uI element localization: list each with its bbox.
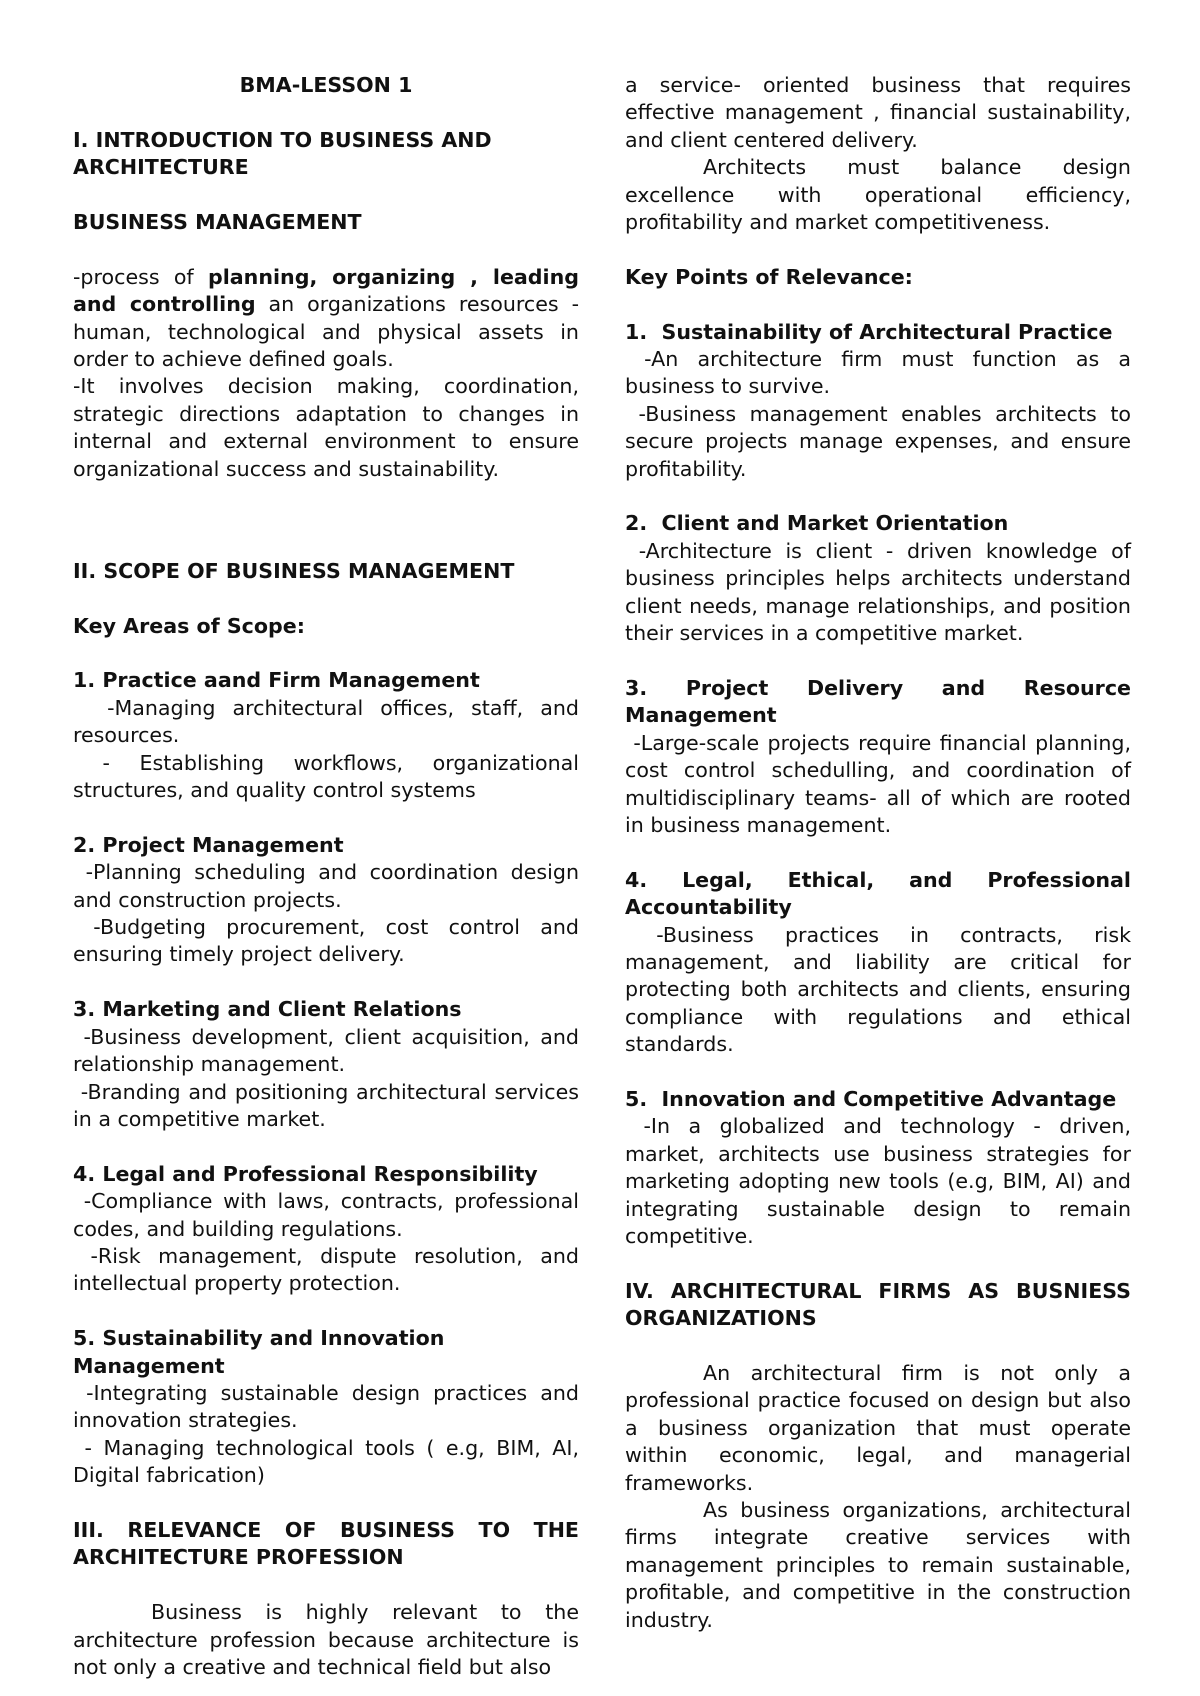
left-column (73, 72, 586, 1681)
document-title: BMA-LESSON 1 (239, 73, 413, 97)
relevance-point-title: 4. Legal, Ethical, and Professional Accountability (625, 867, 1131, 920)
business-management-definition (73, 264, 579, 374)
key-points-heading: Key Points of Relevance: (625, 264, 913, 289)
key-areas-heading: Key Areas of Scope: (73, 613, 305, 638)
relevance-point-line: -Architecture is client - driven knowledge of business principles helps architects understand client needs, manage relationships, and position their services in a competitive market. (625, 538, 1138, 646)
scope-item-line: -Integrating sustainable design practices and innovation strategies. (73, 1380, 586, 1433)
relevance-point-title: 3. Project Delivery and Resource Management (625, 675, 1131, 728)
relevance-point-line: -Large-scale projects require financial planning, cost control schedulling, and coordination of multidisciplinary teams- all of which are rooted in business management. (625, 730, 1138, 837)
relevance-point-line: -Business practices in contracts, risk management, and liability are critical for protecting both architects and clients, ensuring compliance with regulations and ethical standards. (625, 922, 1138, 1057)
firms-paragraph-1: An architectural firm is not only a professional practice focused on design but also a business organization that must operate within economic, legal, and managerial frameworks. (625, 1360, 1131, 1495)
scope-item-line: -Branding and positioning architectural services in a competitive market. (73, 1079, 586, 1131)
relevance-point (625, 319, 1138, 483)
definition-rest: an organizations resources - human, technological and physical assets in order to achieve defined goals. (73, 292, 579, 372)
relevance-paragraph-1: Business is highly relevant to the architecture profession because architecture is not only a creative and technical field but also (73, 1600, 579, 1679)
scope-item-title: 3. Marketing and Client Relations (73, 997, 462, 1022)
relevance-point-title: 2. Client and Market Orientation (625, 511, 1009, 536)
relevance-point (625, 867, 1138, 1059)
scope-item-title: 1. Practice aand Firm Management (73, 668, 480, 693)
section-2-heading: II. SCOPE OF BUSINESS MANAGEMENT (73, 558, 515, 583)
firms-paragraph-2: As business organizations, architectural firms integrate creative services with management principles to remain sustainable, profitable, and competitive in the construction industry. (625, 1498, 1131, 1632)
scope-item-title: 5. Sustainability and Innovation Management (73, 1326, 445, 1378)
scope-item (73, 832, 586, 969)
definition-lead: -process of (73, 264, 208, 289)
relevance-point-line: -Business management enables architects to secure projects manage expenses, and ensure profitability. (625, 401, 1138, 481)
scope-item-line: -Compliance with laws, contracts, professional codes, and building regulations. (73, 1189, 586, 1241)
right-column (625, 72, 1138, 1634)
relevance-paragraph-1-continued: a service- oriented business that requires effective management , financial sustainability, and client centered delivery. (625, 73, 1131, 152)
scope-item (73, 996, 586, 1133)
scope-item-title: 4. Legal and Professional Responsibility (73, 1161, 538, 1186)
scope-item-line: -Planning scheduling and coordination design and construction projects. (73, 860, 586, 912)
scope-item-line: -Business development, client acquisition, and relationship management. (73, 1024, 586, 1077)
relevance-point-title: 1. Sustainability of Architectural Practice (625, 319, 1113, 344)
scope-item-line: - Managing technological tools ( e.g, BIM, AI, Digital fabrication) (73, 1435, 586, 1488)
scope-item-line: -Managing architectural offices, staff, and resources. (73, 695, 586, 748)
scope-item (73, 1325, 586, 1489)
relevance-point-title: 5. Innovation and Competitive Advantage (625, 1086, 1117, 1111)
relevance-point-line: -An architecture firm must function as a business to survive. (625, 347, 1138, 399)
scope-item (73, 1161, 586, 1298)
relevance-point (625, 1086, 1138, 1250)
relevance-point-line: -In a globalized and technology - driven, market, architects use business strategies for marketing adopting new tools (e.g, BIM, AI) and integrating sustainable design to remain competitive. (625, 1114, 1138, 1248)
relevance-point (625, 510, 1138, 647)
section-4-heading: IV. ARCHITECTURAL FIRMS AS BUSNIESS ORGANIZATIONS (625, 1278, 1131, 1331)
scope-item (73, 667, 586, 804)
definition-keywords: planning, organizing , leading and controlling (73, 264, 580, 317)
business-management-heading: BUSINESS MANAGEMENT (73, 210, 362, 234)
scope-item-title: 2. Project Management (73, 832, 344, 857)
relevance-point (625, 675, 1138, 839)
relevance-paragraph-2: Architects must balance design excellence with operational efficiency, profitability and market competitiveness. (625, 155, 1131, 235)
scope-item-line: - Establishing workflows, organizational structures, and quality control systems (73, 750, 586, 803)
scope-item-line: -Risk management, dispute resolution, and intellectual property protection. (73, 1243, 586, 1296)
scope-item-line: -Budgeting procurement, cost control and ensuring timely project delivery. (73, 915, 586, 967)
section-1-heading-line-2: ARCHITECTURE (73, 155, 249, 180)
section-1-heading (73, 127, 579, 182)
section-1-heading-line-1: I. INTRODUCTION TO BUSINESS AND (73, 127, 492, 152)
business-management-involves: -It involves decision making, coordination, strategic directions adaptation to changes in internal and external environment to ensure organizational success and sustainability. (73, 374, 579, 481)
section-3-heading: III. RELEVANCE OF BUSINESS TO THE ARCHITECTURE PROFESSION (73, 1517, 579, 1570)
